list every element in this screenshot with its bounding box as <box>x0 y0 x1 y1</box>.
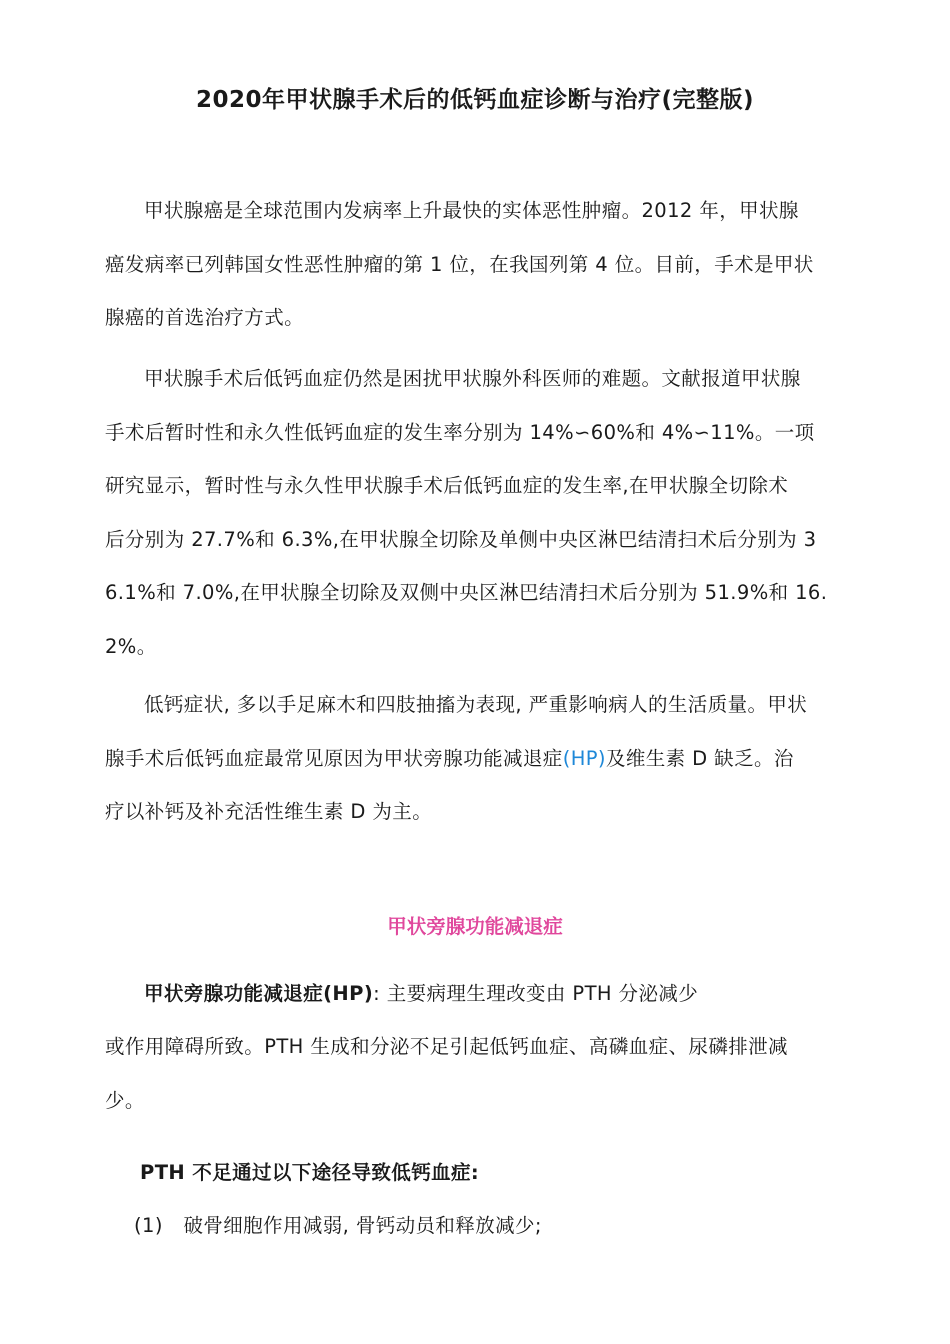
hp-link[interactable]: (HP) <box>562 746 606 770</box>
paragraph-line <box>105 732 865 786</box>
paragraph-thyroid-cancer <box>105 184 865 345</box>
paragraph-line: 癌发病率已列韩国女性恶性肿瘤的第 1 位，在我国列第 4 位。目前，手术是甲状 <box>105 252 814 276</box>
section-heading: 甲状旁腺功能减退症 <box>387 915 563 938</box>
hp-definition-text: : 主要病理生理改变由 PTH 分泌减少 <box>373 982 699 1005</box>
hp-term: 甲状旁腺功能减退症(HP) <box>144 982 374 1005</box>
list-item-number: (1) <box>134 1214 163 1237</box>
paragraph-line: 甲状腺手术后低钙血症仍然是困扰甲状腺外科医师的难题。文献报道甲状腺 <box>144 367 801 390</box>
paragraph-hypocalcemia-incidence <box>105 352 865 673</box>
hp-definition-line: 或作用障碍所致。PTH 生成和分泌不足引起低钙血症、高磷血症、尿磷排泄减 <box>105 1035 788 1058</box>
list-item-text: 破骨细胞作用减弱, 骨钙动员和释放减少; <box>183 1214 542 1237</box>
paragraph-line: 腺癌的首选治疗方式。 <box>105 306 305 329</box>
hp-definition-line <box>144 976 698 1012</box>
text-span: 腺手术后低钙血症最常见原因为甲状旁腺功能减退症 <box>105 746 563 770</box>
paragraph-line: 疗以补钙及补充活性维生素 D 为主。 <box>105 800 433 823</box>
paragraph-line: 后分别为 27.7%和 6.3%,在甲状腺全切除及单侧中央区淋巴结清扫术后分别为 3 <box>105 527 817 551</box>
paragraph-line: 甲状腺癌是全球范围内发病率上升最快的实体恶性肿瘤。2012 年，甲状腺 <box>144 199 799 222</box>
pth-intro: PTH 不足通过以下途径导致低钙血症: <box>140 1161 480 1184</box>
text-span: 及维生素 D 缺乏。治 <box>605 746 794 770</box>
document-title: 2020年甲状腺手术后的低钙血症诊断与治疗(完整版) <box>195 87 755 113</box>
paragraph-line: 研究显示，暂时性与永久性甲状腺手术后低钙血症的发生率,在甲状腺全切除术 <box>105 474 789 497</box>
hp-definition-line: 少。 <box>105 1089 145 1112</box>
paragraph-symptoms <box>105 678 865 839</box>
list-item <box>134 1208 542 1244</box>
paragraph-line: 低钙症状, 多以手足麻木和四肢抽搐为表现, 严重影响病人的生活质量。甲状 <box>144 693 808 716</box>
paragraph-line: 6.1%和 7.0%,在甲状腺全切除及双侧中央区淋巴结清扫术后分别为 51.9%和 16. <box>105 581 828 604</box>
paragraph-line: 2%。 <box>105 634 157 658</box>
paragraph-line: 手术后暂时性和永久性低钙血症的发生率分别为 14%∽60%和 4%∽11%。一项 <box>105 420 815 444</box>
